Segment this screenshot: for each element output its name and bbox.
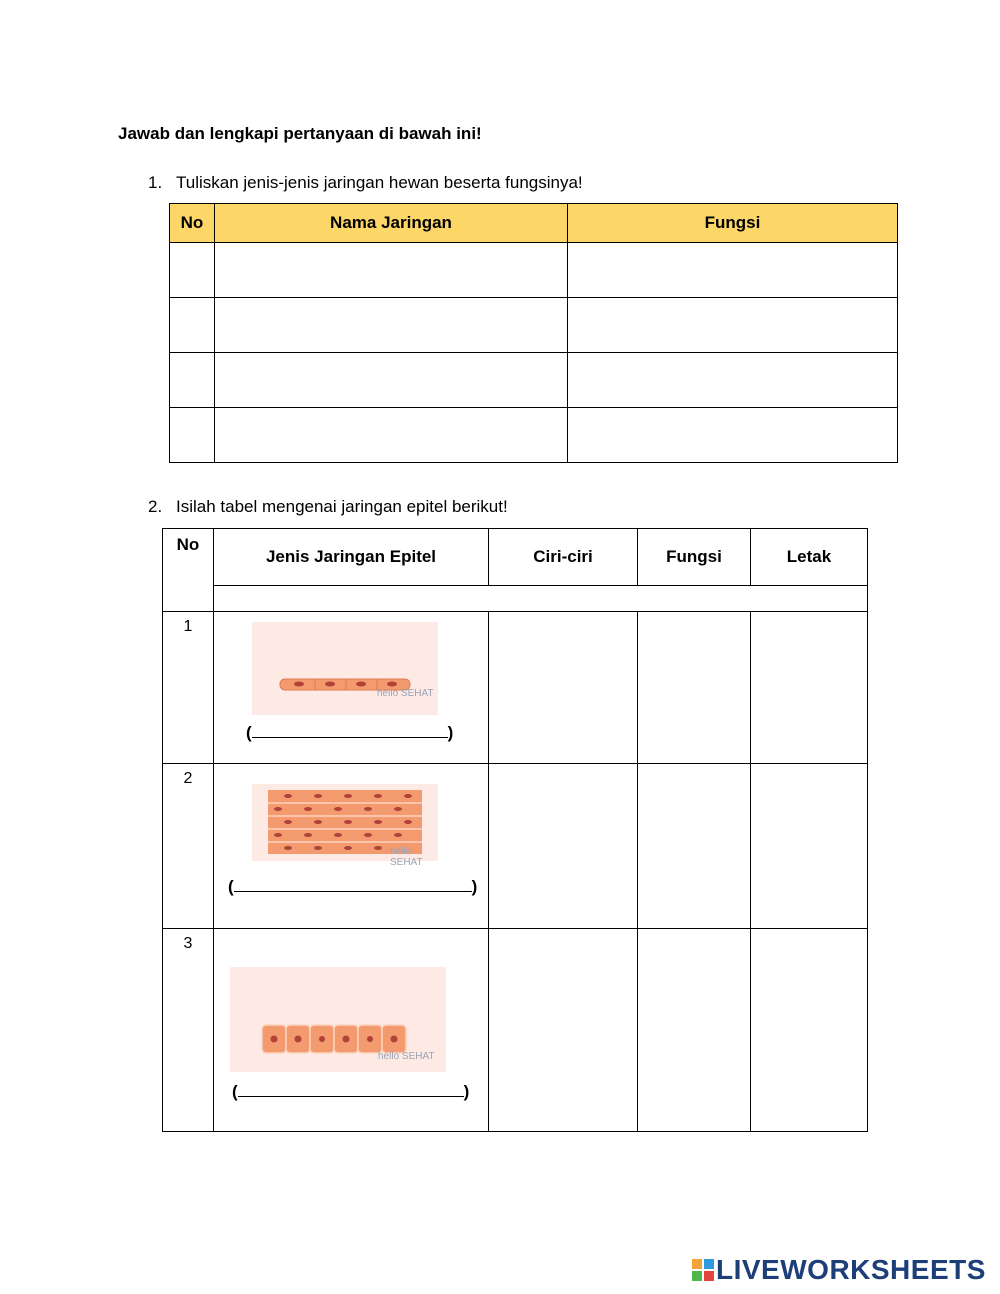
table-row	[170, 408, 898, 463]
squamous-epithelium-image	[252, 622, 438, 715]
table-row	[170, 243, 898, 298]
table-row	[170, 298, 898, 353]
answer-cell[interactable]	[170, 353, 215, 408]
answer-cell[interactable]	[638, 612, 751, 764]
answer-cell[interactable]	[751, 612, 868, 764]
answer-cell[interactable]	[215, 408, 568, 463]
answer-cell[interactable]	[568, 408, 898, 463]
answer-cell[interactable]	[568, 298, 898, 353]
row-number: 2	[183, 770, 193, 787]
answer-cell[interactable]	[751, 929, 868, 1132]
answer-cell[interactable]	[489, 929, 638, 1132]
answer-blank[interactable]: ( )	[246, 723, 454, 742]
answer-cell[interactable]	[489, 612, 638, 764]
question-2-text: Isilah tabel mengenai jaringan epitel berikut!	[176, 497, 508, 516]
answer-cell[interactable]	[215, 353, 568, 408]
header-letak: Letak	[751, 529, 868, 586]
question-1-text: Tuliskan jenis-jenis jaringan hewan beserta fungsinya!	[176, 173, 583, 192]
answer-cell[interactable]	[170, 408, 215, 463]
answer-cell[interactable]	[170, 243, 215, 298]
question-1	[148, 173, 583, 193]
header-nama-jaringan: Nama Jaringan	[215, 204, 568, 243]
header-no: No	[170, 204, 215, 243]
header-fungsi: Fungsi	[568, 204, 898, 243]
stratified-epithelium-image	[252, 784, 438, 868]
answer-cell[interactable]	[751, 764, 868, 929]
row-number: 1	[183, 618, 193, 635]
liveworksheets-logo	[692, 1254, 986, 1286]
answer-cell[interactable]	[215, 243, 568, 298]
liveworksheets-logo-icon	[692, 1257, 716, 1283]
answer-cell[interactable]	[215, 298, 568, 353]
brand-name: LIVEWORKSHEETS	[716, 1254, 986, 1285]
answer-cell[interactable]	[568, 243, 898, 298]
header-jenis-jaringan-epitel: Jenis Jaringan Epitel	[214, 529, 489, 586]
cuboidal-epithelium-image	[230, 967, 446, 1072]
table-row	[163, 929, 868, 1132]
table-row	[163, 764, 868, 929]
header-no: No	[163, 529, 214, 612]
header-ciri-ciri: Ciri-ciri	[489, 529, 638, 586]
epitel-table	[162, 528, 868, 1132]
answer-cell[interactable]	[489, 764, 638, 929]
table-row	[163, 612, 868, 764]
watermark: hello SEHAT	[377, 688, 434, 699]
watermark: hello SEHAT	[390, 846, 423, 868]
watermark: hello SEHAT	[378, 1051, 435, 1062]
table-row	[170, 353, 898, 408]
question-2	[148, 497, 508, 517]
row-number: 3	[183, 935, 193, 952]
answer-cell[interactable]	[568, 353, 898, 408]
tissue-table	[169, 203, 898, 463]
answer-cell[interactable]	[638, 764, 751, 929]
answer-cell[interactable]	[170, 298, 215, 353]
question-2-number: 2.	[148, 497, 163, 516]
header-spacer	[214, 586, 868, 612]
header-fungsi: Fungsi	[638, 529, 751, 586]
question-1-number: 1.	[148, 173, 163, 192]
answer-blank[interactable]: ( )	[228, 877, 478, 896]
page-title: Jawab dan lengkapi pertanyaan di bawah ini!	[118, 124, 482, 143]
squamous-cells-drawing	[252, 622, 438, 715]
answer-cell[interactable]	[638, 929, 751, 1132]
answer-blank[interactable]: ( )	[232, 1082, 470, 1101]
